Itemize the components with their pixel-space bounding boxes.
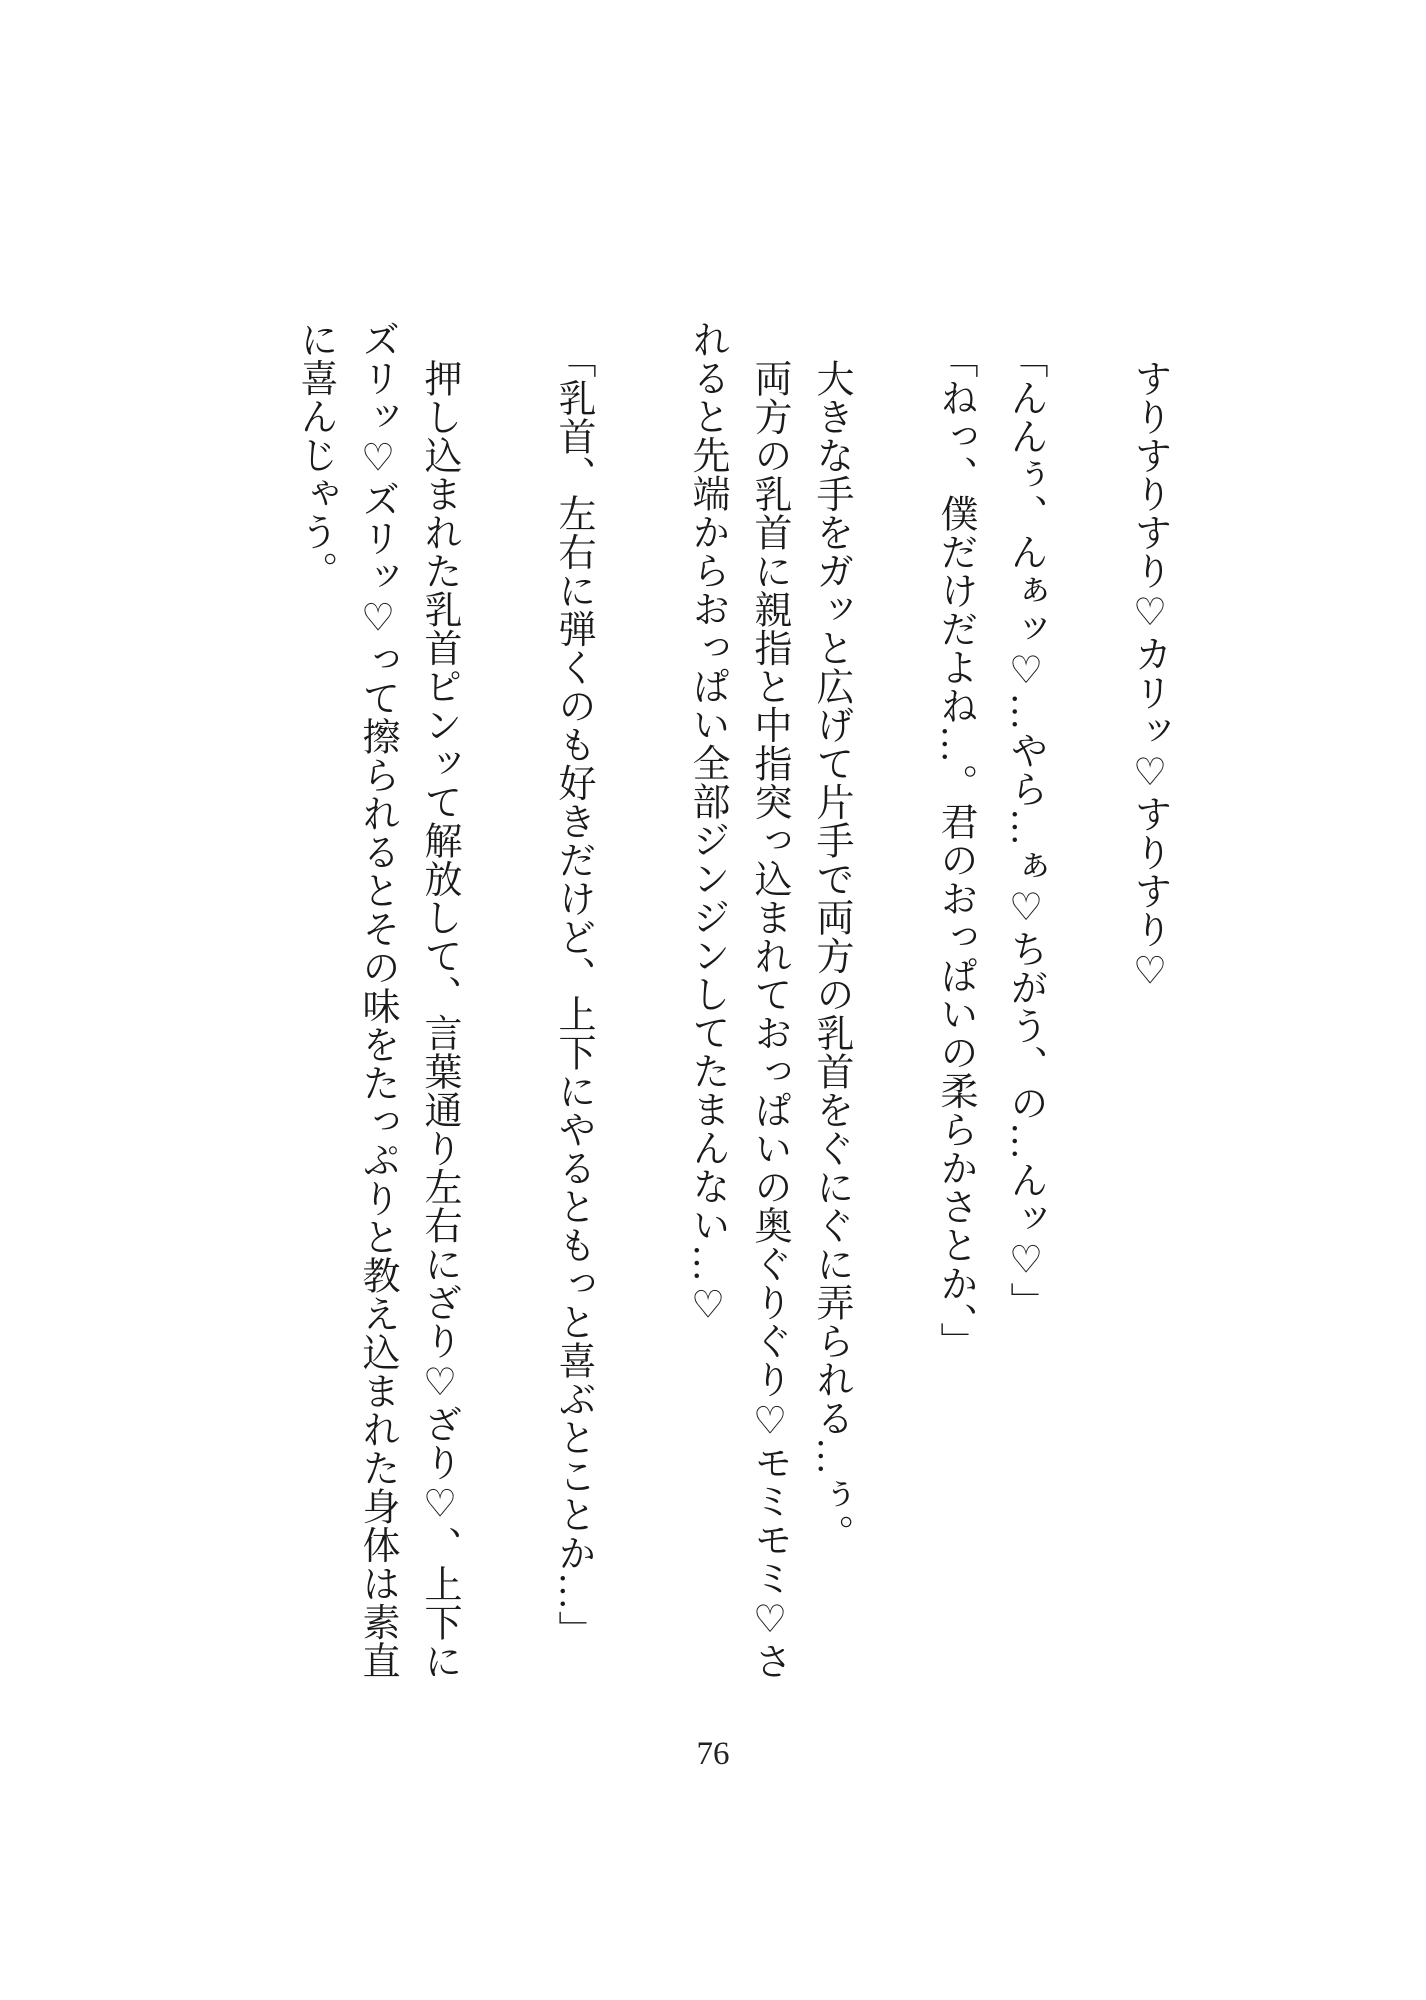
text-line: 「ねっ、僕だけだよね…。君のおっぱいの柔らかさとか、」 <box>934 340 976 1361</box>
paragraph-7 <box>284 320 470 1680</box>
text-line: 大きな手をガッと広げて片手で両方の乳首をぐにぐに弄られる…ぅ。 <box>810 359 852 1553</box>
paragraph-3 <box>924 320 986 1670</box>
paragraph-1 <box>1118 320 1180 1670</box>
text-line: 押し込まれた乳首ピンッて解放して、言葉通り左右にざり♡ざり♡、上下に <box>418 359 460 1680</box>
paragraph-2 <box>994 320 1056 1670</box>
text-line: すりすりすり♡カリッ♡すりすり♡ <box>1128 359 1170 993</box>
text-line: ズリッ♡ズリッ♡って擦られるとその味をたっぷりと教え込まれた身体は素直 <box>356 320 398 1680</box>
vertical-text-block <box>284 320 1180 1680</box>
text-line: 「乳首、左右に弾くのも好きだけど、上下にやるともっと喜ぶとことか…」 <box>552 340 594 1649</box>
text-line: 両方の乳首に親指と中指突っ込まれておっぱいの奥ぐりぐり♡モミモミ♡さ <box>748 359 790 1680</box>
text-line: 「んんぅ、んぁッ♡…やら…ぁ♡ちがう、の…んッ♡」 <box>1004 340 1046 1321</box>
text-line: れると先端からおっぱい全部ジンジンしてたまんない…♡ <box>686 320 728 1327</box>
paragraph-6 <box>542 320 604 1670</box>
page-number: 76 <box>696 1736 730 1772</box>
paragraph-4 <box>800 320 862 1670</box>
paragraph-5 <box>676 320 800 1680</box>
text-line: に喜んじゃう。 <box>294 320 336 590</box>
